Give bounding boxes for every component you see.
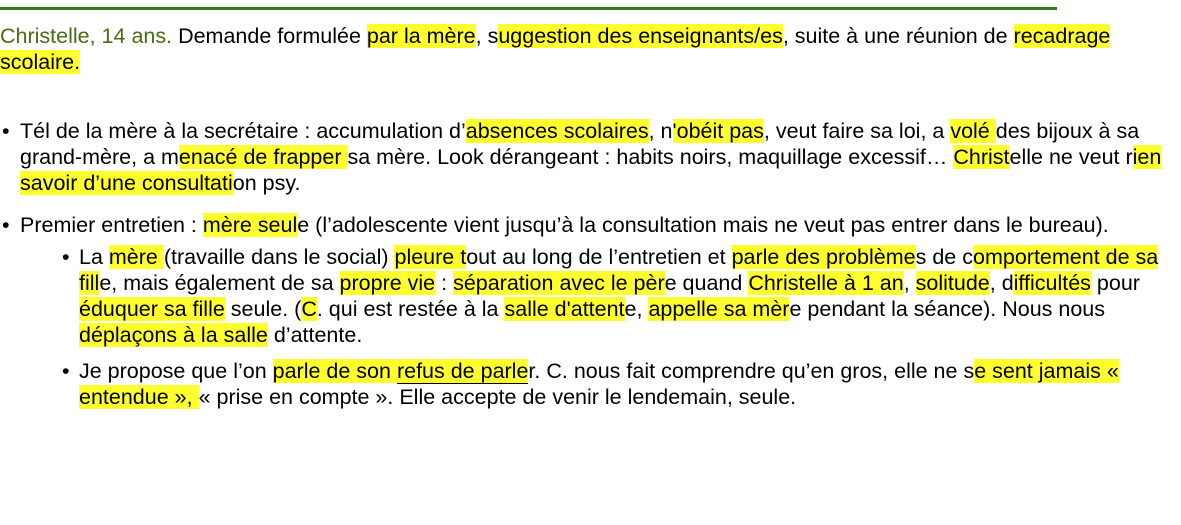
text-run: e (l’adolescente vient jusqu’à la consultation mais ne veut pas entrer dans le bureau).: [297, 213, 1109, 237]
highlighted-text: solitude: [915, 271, 990, 295]
highlighted-text: Christelle à 1 an: [748, 271, 904, 295]
highlighted-text: mère: [108, 245, 164, 269]
highlighted-text: éduquer sa fille: [79, 297, 225, 321]
highlighted-underlined-text: refus de parle: [396, 359, 529, 383]
highlighted-text: Christ: [953, 145, 1010, 169]
bullet-item: [0, 118, 1175, 196]
sub-bullet-list: [20, 244, 1175, 410]
bullet-list: [0, 118, 1175, 410]
highlighted-text: déplaçons à la salle: [79, 323, 268, 347]
text-run: , d: [989, 271, 1014, 295]
highlighted-text: ien savoir d’une consultati: [20, 145, 1162, 195]
highlighted-text: absences scolaires: [465, 119, 649, 143]
header-rule: [0, 7, 1057, 10]
text-run: ,: [903, 271, 916, 295]
slide-content: [0, 23, 1175, 426]
text-run: des bijoux à sa grand-mère, a m: [20, 119, 1140, 169]
bullet-item: [0, 212, 1175, 410]
text-run: r. C. nous fait comprendre qu’en gros, elle ne s: [528, 359, 975, 383]
text-run: d’attente.: [267, 323, 363, 347]
text-run: La: [79, 245, 109, 269]
highlighted-text: appelle sa mèr: [648, 297, 790, 321]
highlighted-text: propre vie: [339, 271, 436, 295]
highlighted-text: pleure t: [394, 245, 467, 269]
text-run: « prise en compte ». Elle accepte de venir le lendemain, seule.: [198, 385, 797, 409]
highlighted-text: ifficultés: [1013, 271, 1091, 295]
sub-bullet-item: [20, 244, 1175, 348]
text-run: Demande formulée: [172, 24, 367, 48]
highlighted-text: mère seul: [202, 213, 298, 237]
text-run: seule. (: [224, 297, 302, 321]
text-run: (travaille dans le social): [163, 245, 395, 269]
highlighted-text: salle d'attent: [504, 297, 625, 321]
text-run: elle ne veut r: [1009, 145, 1133, 169]
sub-bullet-item: [20, 358, 1175, 410]
highlighted-text: 'obéit pas: [672, 119, 764, 143]
text-run: , n: [648, 119, 673, 143]
highlighted-text: parle des problème: [731, 245, 916, 269]
highlighted-text: parle de son: [272, 359, 397, 383]
text-run: e,: [624, 297, 649, 321]
highlighted-text: volé: [950, 119, 996, 143]
text-run: :: [435, 271, 454, 295]
text-run: on psy.: [232, 171, 301, 195]
text-run: , suite à une réunion de: [782, 24, 1014, 48]
text-run: Je propose que l’on: [79, 359, 273, 383]
text-run: Tél de la mère à la secrétaire : accumulation d’: [20, 119, 466, 143]
highlighted-text: recadrage scolaire.: [0, 24, 1111, 74]
text-run: , s: [475, 24, 499, 48]
text-run: out au long de l’entretien et: [466, 245, 732, 269]
text-run: e, mais également de sa: [99, 271, 340, 295]
highlighted-text: C: [301, 297, 317, 321]
text-run: e pendant la séance). Nous nous: [789, 297, 1106, 321]
case-title: Christelle, 14 ans.: [0, 24, 173, 48]
intro-paragraph: [0, 23, 1175, 75]
text-run: e quand: [664, 271, 749, 295]
highlighted-text: enacé de frapper: [178, 145, 348, 169]
highlighted-text: uggestion des enseignants/es: [498, 24, 783, 48]
text-run: Premier entretien :: [20, 213, 203, 237]
highlighted-text: omportement de sa fill: [79, 245, 1159, 295]
highlighted-text: séparation avec le pèr: [453, 271, 665, 295]
text-run: sa mère. Look dérangeant : habits noirs, maquillage excessif…: [347, 145, 954, 169]
highlighted-text: e sent jamais « entendue »,: [79, 359, 1119, 409]
text-run: pour: [1090, 271, 1140, 295]
text-run: s de c: [915, 245, 973, 269]
text-run: . qui est restée à la: [316, 297, 505, 321]
text-run: , veut faire sa loi, a: [763, 119, 951, 143]
highlighted-text: par la mère: [366, 24, 476, 48]
